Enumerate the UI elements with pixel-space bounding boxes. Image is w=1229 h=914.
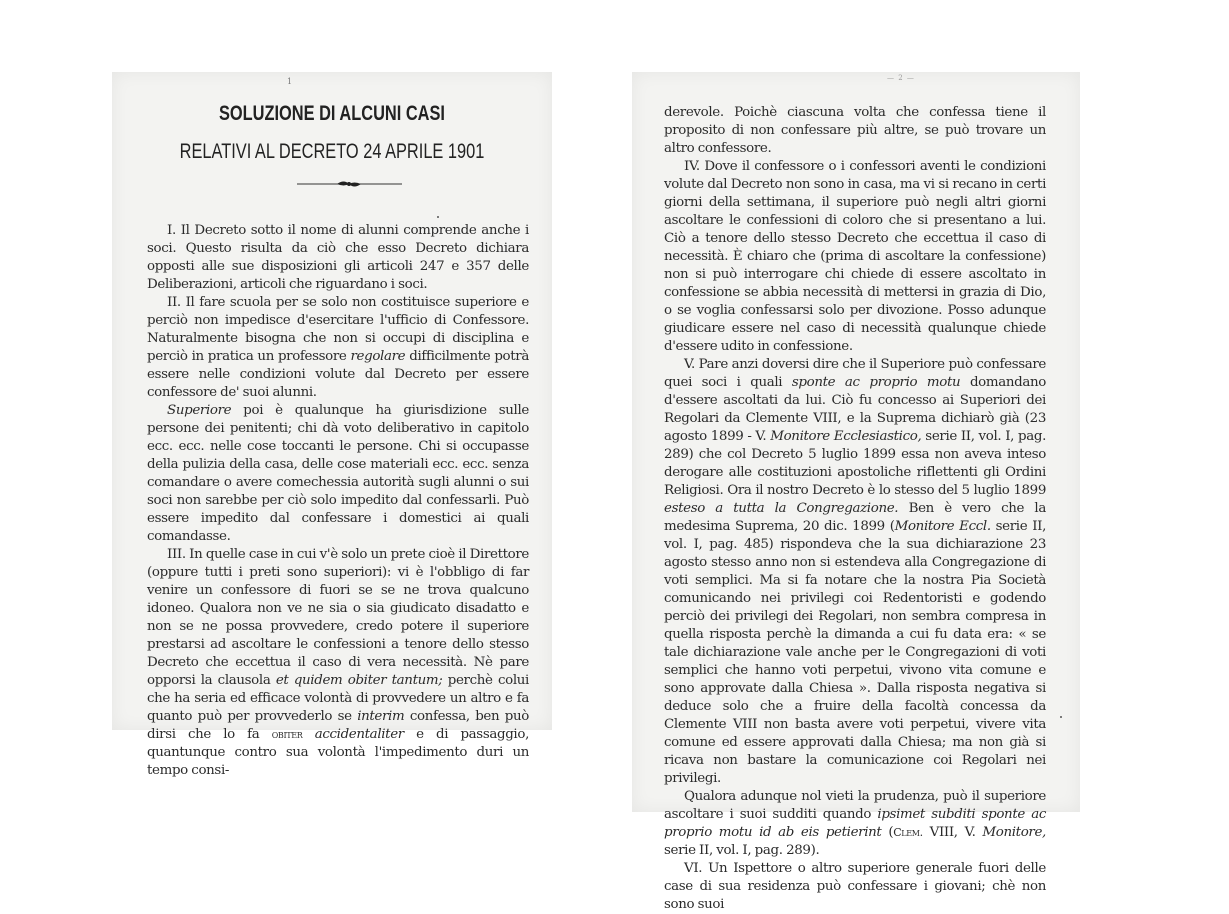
document-subtitle: RELATIVI AL DECRETO 24 APRILE 1901 — [179, 140, 485, 163]
paragraph: derevole. Poichè ciascuna volta che confessa tiene il proposito di non confessare più altre, se può trovare un altro confessore. — [664, 105, 1046, 156]
paragraph: IV. Dove il confessore o i confessori aventi le condizioni volute dal Decreto non sono in casa, ma vi si recano in certi giorni della settimana, il superiore può negli altri giorni ascoltare le confessioni di coloro che si presentano a lui. Ciò a tenore dello stesso Decreto che eccettua il caso di necessità. È chiaro che (prima di ascoltare la confessione) non si può interrogare chi chiede di essere ascoltato in confessione se abbia necessità di mettersi in grazia di Dio, o se voglia confessarsi solo per divozione. Posso adunque giudicare essere nel caso di necessità qualunque chiede d'essere udito in confessione. — [664, 159, 1046, 354]
right-body-text — [664, 104, 1046, 914]
paragraph: I. Il Decreto sotto il nome di alunni comprende anche i soci. Questo risulta da ciò che esso Decreto dichiara opposti alle sue disposizioni gli articoli 247 e 357 delle Deliberazioni, articoli che riguardano i soci. — [147, 223, 529, 292]
left-page — [112, 72, 552, 778]
divider-ornament-icon — [297, 176, 402, 192]
paragraph: V. Pare anzi doversi dire che il Superiore può confessare quei soci i quali sponte ac proprio motu domandano d'essere ascoltati da lui. Ciò fu concesso ai Superiori dei Regolari da Clemente VIII, e la Suprema dichiarò già (23 agosto 1899 - V. Monitore Ecclesiastico, serie II, vol. I, pag. 289) che col Decreto 5 luglio 1899 essa non aveva inteso derogare alle costituzioni apostoliche riflettenti gli Ordini Religiosi. Ora il nostro Decreto è lo stesso del 5 luglio 1899 esteso a tutta la Congregazione. Ben è vero che la medesima Suprema, 20 dic. 1899 (Monitore Eccl. serie II, vol. I, pag. 485) rispondeva che la sua dichiarazione 23 agosto stesso anno non si estendeva alla Congregazione di voti semplici. Ma si fa notare che la nostra Pia Società comunicando nei privilegi coi Redentoristi e godendo perciò dei privilegi dei Regolari, non sembra compresa in quella risposta perchè la dimanda a cui fu data era: « se tale dichiarazione vale anche per le Congregazioni di voti semplici che hanno voti perpetui, vivono vita comune e sono approvate dalla Chiesa ». Dalla risposta negativa si deduce solo che a fruire della facoltà concessa da Clemente VIII non basta avere voti perpetui, vivere vita comune ed essere approvati dalla Chiesa; ma non già si ricava non bastare la comunicazione coi Regolari nei privilegi. — [664, 357, 1046, 786]
paragraph: VI. Un Ispettore o altro superiore generale fuori delle case di sua residenza può confessare i giovani; chè non sono suoi — [664, 861, 1046, 912]
paragraph: Qualora adunque nol vieti la prudenza, può il superiore ascoltare i suoi sudditi quando ipsimet subditi sponte ac proprio motu id ab eis petierint (Clem. VIII, V. Monitore, serie II, vol. I, pag. 289). — [664, 789, 1046, 858]
page-mark: 1 — [287, 77, 293, 86]
right-page — [632, 72, 1080, 912]
paragraph: III. In quelle case in cui v'è solo un prete cioè il Direttore (oppure tutti i preti sono superiori): vi è l'obbligo di far venire un confessore di fuori se se ne trova qualcuno idoneo. Qualora non ve ne sia o sia giudicato disadatto e non se ne possa provvedere, credo potere il superiore prestarsi ad ascoltare le confessioni a tenore dello stesso Decreto che eccettua il caso di vera necessità. Nè pare opporsi la clausola et quidem obiter tantum; perchè colui che ha seria ed efficace volontà di provvedere un altro e fa quanto può per provvederlo se interim confessa, ben può dirsi che lo fa obiter accidentaliter e di passaggio, quantunque contro sua volontà l'impedimento duri un tempo consi- — [147, 547, 529, 778]
speck-dot — [437, 216, 439, 218]
paragraph: II. Il fare scuola per se solo non costituisce superiore e perciò non impedisce d'esercitare l'ufficio di Confessore. Naturalmente bisogna che non si occupi di disciplina e perciò in pratica un professore regolare difficilmente potrà essere nelle condizioni volute dal Decreto per essere confessore de' suoi alunni. — [147, 295, 529, 400]
document-title: SOLUZIONE DI ALCUNI CASI — [218, 102, 445, 125]
running-head: — 2 — — [887, 74, 915, 82]
left-body-text — [147, 222, 529, 780]
paragraph: Superiore poi è qualunque ha giurisdizione sulle persone dei penitenti; chi dà voto deliberativo in capitolo ecc. ecc. nelle cose toccanti le persone. Chi si occupasse della pulizia della casa, delle cose materiali ecc. ecc. senza comandare o avere comechessia autorità sugli alunni o sui soci non sarebbe per ciò solo impedito dal confessarli. Può essere impedito dal confessare i domestici ai quali comandasse. — [147, 403, 529, 544]
speck-dot — [1060, 716, 1062, 718]
